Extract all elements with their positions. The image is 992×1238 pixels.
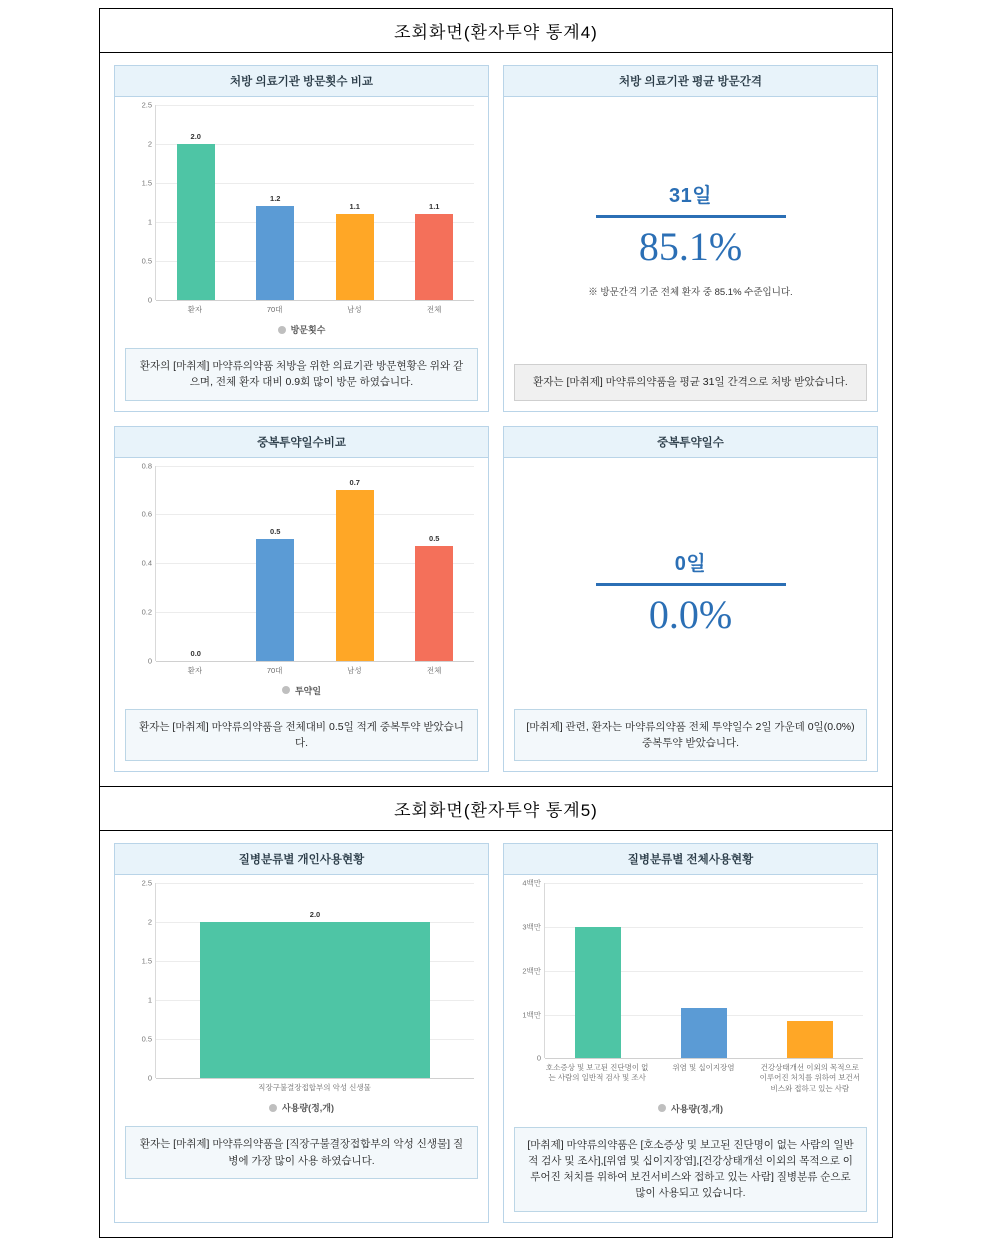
y-axis-tick-label: 2.5 (141, 878, 152, 888)
bar-value-label: 1.2 (270, 194, 281, 204)
section-body (100, 831, 892, 1236)
chart-disease-total (504, 875, 877, 1126)
chart-legend (510, 1094, 871, 1125)
legend-dot-icon (658, 1104, 666, 1112)
x-axis-labels (544, 1058, 863, 1093)
chart-legend (121, 1093, 482, 1124)
x-axis-tick-label: 위염 및 십이지장염 (672, 1063, 735, 1073)
panel-title: 처방 의료기관 방문횟수 비교 (115, 66, 488, 97)
y-axis-tick-label: 1 (147, 995, 152, 1005)
panel-note: 환자는 [마취제] 마약류의약품을 [직장구불결장접합부의 악성 신생물] 질병에 가장 많이 사용 하였습니다. (125, 1126, 478, 1179)
bar-chart (121, 100, 482, 315)
gridline (156, 300, 474, 301)
x-axis-tick-label: 호소증상 및 보고된 진단명이 없는 사람의 일반적 검사 및 조사 (545, 1063, 649, 1083)
bar-item[interactable] (156, 466, 236, 661)
legend-dot-icon (282, 686, 290, 694)
bar[interactable] (336, 490, 374, 661)
panel-note: 환자는 [마취제] 마약류의약품을 전체대비 0.5일 적게 중복투약 받았습니다. (125, 709, 478, 762)
y-axis-tick-label: 0.4 (141, 558, 152, 568)
bar-value-label: 0.5 (270, 526, 281, 536)
x-axis-tick-label: 건강상태개선 이외의 목적으로 이루어진 처치를 위하여 보건서비스와 접하고 있는 사람 (759, 1063, 861, 1093)
gridline (156, 661, 474, 662)
plot-area (141, 461, 474, 666)
panel-note: [마취제] 마약류의약품은 [호소증상 및 보고된 진단명이 없는 사람의 일반적 검사 및 조사],[위염 및 십이지장염],[건강상태개선 이외의 목적으로 이루어진 처치를 위하여 보건서비스와 접하고 있는 사람] 질병분류 순으로 많이 사용되고 있습니다. (514, 1127, 867, 1212)
bar-value-label: 1.1 (349, 202, 360, 212)
bar-value-label: 0.7 (349, 478, 360, 488)
panel-title: 중복투약일수 (504, 427, 877, 458)
bar[interactable] (415, 546, 453, 661)
legend-label: 사용량(정,개) (671, 1103, 723, 1114)
bar[interactable] (681, 1008, 727, 1058)
y-axis-tick-label: 1.5 (141, 956, 152, 966)
y-axis-tick-label: 2.5 (141, 100, 152, 110)
stat-subtext: ※ 방문간격 기준 전체 환자 중 85.1% 수준입니다. (588, 287, 793, 299)
plot-area (522, 878, 863, 1063)
bar-value-label: 2.0 (309, 910, 321, 920)
stat-top-value: 31일 (668, 185, 713, 208)
legend-dot-icon (269, 1104, 277, 1112)
panel-disease-total (503, 843, 878, 1222)
y-axis-tick-label: 4백만 (522, 878, 541, 888)
legend-dot-icon (278, 326, 286, 334)
panel-note: 환자의 [마취제] 마약류의약품 처방을 위한 의료기관 방문현황은 위와 같으며, 전체 환자 대비 0.9회 많이 방문 하였습니다. (125, 348, 478, 401)
bar-value-label: 0.0 (190, 648, 201, 658)
chart-legend (121, 676, 482, 707)
bar-item[interactable] (236, 105, 316, 300)
y-axis-tick-label: 0.2 (141, 607, 152, 617)
y-axis-tick-label: 0.5 (141, 1034, 152, 1044)
x-axis-tick-label: 환자 (187, 305, 203, 314)
y-axis-tick-label: 0.8 (141, 461, 152, 471)
bar-item[interactable] (156, 105, 236, 300)
bar-value-label: 1.1 (429, 202, 440, 212)
bar-chart (121, 878, 482, 1093)
y-axis-tick-label: 2 (147, 917, 152, 927)
y-axis-tick-label: 0 (147, 1073, 152, 1083)
bar-group (545, 883, 863, 1058)
bar-item[interactable] (545, 883, 651, 1058)
bar-group (156, 883, 474, 1078)
bar[interactable] (200, 922, 430, 1078)
bar-item[interactable] (315, 466, 395, 661)
panel-title: 질병분류별 개인사용현황 (115, 844, 488, 875)
panel-note: 환자는 [마취제] 마약류의약품을 평균 31일 간격으로 처방 받았습니다. (514, 364, 867, 400)
chart-disease-personal (115, 875, 488, 1126)
x-axis-tick-label: 환자 (187, 665, 203, 675)
section-title: 조회화면(환자투약 통계5) (100, 787, 892, 831)
legend-label: 투약일 (294, 685, 322, 696)
bar-group (156, 466, 474, 661)
x-axis-tick-label: 70대 (266, 665, 283, 675)
section-stats-5 (99, 787, 893, 1237)
chart-duplicate-days (115, 458, 488, 709)
y-axis-tick-label: 0 (147, 656, 152, 666)
plot-area (141, 100, 474, 305)
bar[interactable] (575, 927, 621, 1058)
bar-item[interactable] (395, 105, 475, 300)
bar[interactable] (177, 144, 215, 300)
stat-block (504, 458, 877, 709)
y-axis-tick-label: 2 (147, 139, 152, 149)
gridline (545, 1058, 863, 1059)
stat-main-value: 85.1% (638, 224, 743, 270)
x-axis-tick-label: 남성 (347, 305, 362, 314)
bar-group (156, 105, 474, 300)
y-axis-tick-label: 1백만 (522, 1010, 541, 1020)
x-axis-labels (155, 300, 474, 315)
legend-label: 사용량(정,개) (282, 1103, 334, 1114)
panel-disease-personal (114, 843, 489, 1222)
section-stats-4 (99, 8, 893, 787)
y-axis-tick-label: 2백만 (522, 966, 541, 976)
chart-legend (121, 315, 482, 346)
panel-title: 질병분류별 전체사용현황 (504, 844, 877, 875)
stat-block (504, 97, 877, 364)
bar[interactable] (787, 1021, 833, 1058)
stat-main-value: 0.0% (648, 591, 733, 637)
bar[interactable] (336, 214, 374, 300)
bar[interactable] (256, 206, 294, 300)
bar-item[interactable] (651, 883, 757, 1058)
panel-title: 중복투약일수비교 (115, 427, 488, 458)
bar-chart (510, 878, 871, 1093)
panel-visit-count (114, 65, 489, 412)
bar-item[interactable] (757, 883, 863, 1058)
panel-duplicate-days-stat (503, 426, 878, 773)
y-axis-tick-label: 0.5 (141, 256, 152, 266)
bar-chart (121, 461, 482, 676)
panel-duplicate-days-compare (114, 426, 489, 773)
y-axis-tick-label: 0 (536, 1053, 541, 1063)
y-axis-tick-label: 3백만 (522, 922, 541, 932)
section-body-row2 (100, 426, 892, 787)
bar[interactable] (415, 214, 453, 300)
chart-visit-count (115, 97, 488, 348)
y-axis-tick-label: 0.6 (141, 509, 152, 519)
x-axis-tick-label: 전체 (426, 305, 442, 314)
bar-value-label: 0.5 (429, 534, 440, 544)
x-axis-labels (155, 661, 474, 676)
plot-area (141, 878, 474, 1083)
legend-label: 방문횟수 (290, 325, 326, 336)
y-axis-tick-label: 1 (147, 217, 152, 227)
bar-item[interactable] (236, 466, 316, 661)
section-title: 조회화면(환자투약 통계4) (100, 9, 892, 53)
x-axis-tick-label: 70대 (266, 305, 283, 314)
panel-visit-interval (503, 65, 878, 412)
bar-item[interactable] (395, 466, 475, 661)
panel-note: [마취제] 관련, 환자는 마약류의약품 전체 투약일수 2일 가운데 0일(0.0%) 중복투약 받았습니다. (514, 709, 867, 762)
stat-divider (596, 583, 786, 586)
stat-top-value: 0일 (674, 552, 707, 575)
x-axis-tick-label: 전체 (426, 665, 442, 675)
bar[interactable] (256, 539, 294, 661)
bar-item[interactable] (315, 105, 395, 300)
bar-item[interactable] (156, 883, 474, 1078)
x-axis-labels (155, 1078, 474, 1093)
stat-divider (596, 215, 786, 218)
section-body (100, 53, 892, 426)
x-axis-tick-label: 직장구불결장접합부의 악성 신생물 (258, 1083, 371, 1093)
bar-value-label: 2.0 (190, 132, 201, 141)
y-axis-tick-label: 0 (147, 295, 152, 305)
x-axis-tick-label: 남성 (347, 665, 362, 675)
y-axis-tick-label: 1.5 (141, 178, 152, 188)
panel-title: 처방 의료기관 평균 방문간격 (504, 66, 877, 97)
gridline (156, 1078, 474, 1079)
